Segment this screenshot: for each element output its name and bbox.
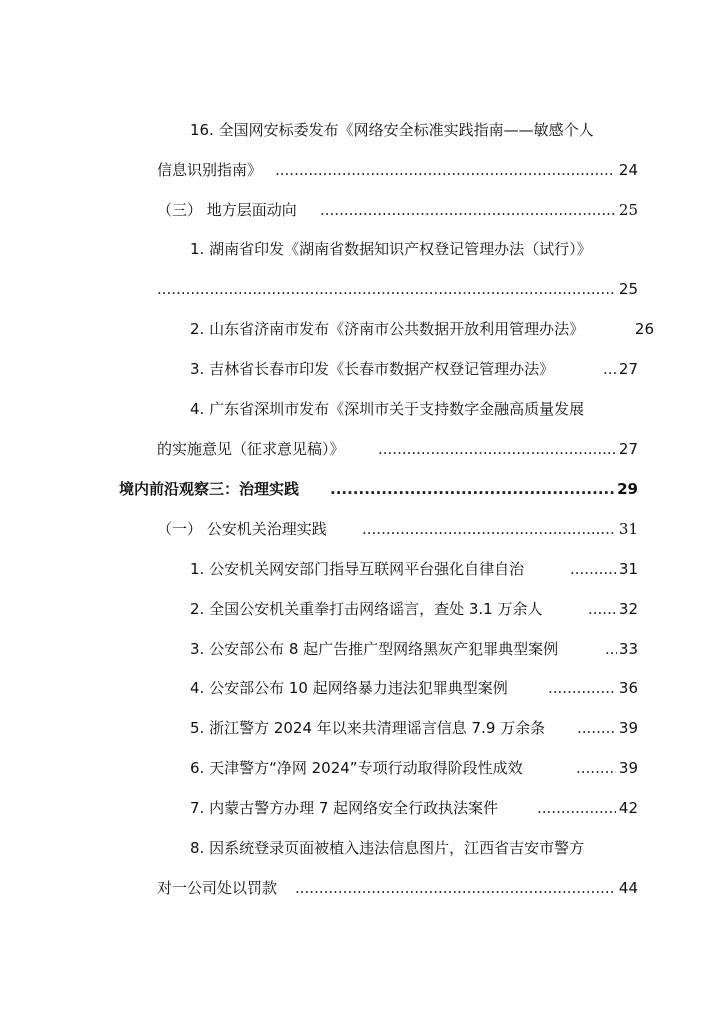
toc-entry-text: 的实施意见（征求意见稿）》 [157, 440, 345, 458]
toc-page-number: 36 [618, 679, 638, 697]
toc-entry-changchun[interactable] [0, 356, 724, 382]
toc-entry-text: 16. 全国网安标委发布《网络安全标准实践指南——敏感个人 [190, 121, 594, 139]
toc-leader-dots [588, 596, 616, 622]
toc-page-number: 33 [618, 640, 638, 658]
toc-entry-shenzhen-line2[interactable] [0, 436, 724, 462]
toc-page-number: 39 [618, 759, 638, 777]
toc-page-number: 32 [618, 600, 638, 618]
toc-page-number: 39 [618, 719, 638, 737]
toc-entry-police-3[interactable] [0, 636, 724, 662]
toc-entry-shenzhen-line1 [0, 396, 724, 422]
toc-entry-police-2[interactable] [0, 596, 724, 622]
toc-entry-police-4[interactable] [0, 675, 724, 701]
toc-entry-text: 2. 全国公安机关重拳打击网络谣言，查处 3.1 万余人 [190, 600, 543, 618]
toc-leader-dots [295, 875, 616, 901]
toc-leader-dots [603, 356, 617, 382]
toc-page-number: 24 [618, 161, 638, 179]
toc-entry-jinan[interactable] [0, 316, 724, 342]
toc-page-number: 31 [618, 520, 638, 538]
toc-entry-police-8-line2[interactable] [0, 875, 724, 901]
toc-leader-dots [157, 276, 615, 302]
toc-entry-text: 2. 山东省济南市发布《济南市公共数据开放利用管理办法》 [190, 320, 585, 338]
toc-entry-text: 5. 浙江警方 2024 年以来共清理谣言信息 7.9 万余条 [190, 719, 546, 737]
toc-page-number: 27 [618, 440, 638, 458]
toc-entry-text: 4. 广东省深圳市发布《深圳市关于支持数字金融高质量发展 [190, 400, 585, 418]
toc-chapter-governance[interactable] [0, 476, 724, 502]
toc-entry-text: 1. 公安机关网安部门指导互联网平台强化自律自治 [190, 560, 525, 578]
toc-entry-text: 3. 吉林省长春市印发《长春市数据产权登记管理办法》 [190, 360, 555, 378]
toc-chapter-text: 境内前沿观察三：治理实践 [119, 480, 300, 498]
toc-page-number: 42 [618, 799, 638, 817]
toc-entry-hunan-line1 [0, 236, 724, 262]
toc-section-text: （一） 公安机关治理实践 [157, 520, 327, 538]
toc-page-number: 26 [634, 320, 654, 338]
toc-section-local[interactable] [0, 197, 724, 223]
toc-entry-police-7[interactable] [0, 795, 724, 821]
toc-entry-text: 8. 因系统登录页面被植入违法信息图片，江西省吉安市警方 [190, 839, 585, 857]
toc-entry-text: 1. 湖南省印发《湖南省数据知识产权登记管理办法（试行）》 [190, 240, 592, 258]
toc-entry-text: 对一公司处以罚款 [157, 879, 278, 897]
toc-leader-dots [320, 197, 616, 223]
toc-leader-dots [570, 556, 616, 582]
toc-entry-16-line2[interactable] [0, 157, 724, 183]
toc-entry-police-1[interactable] [0, 556, 724, 582]
toc-page-number: 25 [618, 201, 638, 219]
toc-leader-dots [275, 157, 615, 183]
toc-leader-dots [576, 755, 616, 781]
toc-entry-text: 6. 天津警方“净网 2024”专项行动取得阶段性成效 [190, 759, 523, 777]
toc-entry-police-8-line1 [0, 835, 724, 861]
toc-leader-dots [537, 795, 616, 821]
toc-section-text: （三） 地方层面动向 [157, 201, 297, 219]
toc-leader-dots [605, 636, 617, 662]
toc-leader-dots [548, 675, 616, 701]
toc-entry-police-6[interactable] [0, 755, 724, 781]
toc-page-number: 25 [618, 280, 638, 298]
toc-entry-police-5[interactable] [0, 715, 724, 741]
toc-page-number: 44 [618, 879, 638, 897]
toc-leader-dots [362, 516, 616, 542]
toc-page-number: 29 [617, 480, 638, 498]
toc-entry-text: 信息识别指南》 [157, 161, 263, 179]
toc-entry-text: 4. 公安部公布 10 起网络暴力违法犯罪典型案例 [190, 679, 508, 697]
toc-leader-dots [378, 436, 616, 462]
toc-leader-dots [330, 476, 616, 502]
toc-page-number: 27 [618, 360, 638, 378]
toc-entry-text: 3. 公安部公布 8 起广告推广型网络黑灰产犯罪典型案例 [190, 640, 559, 658]
toc-entry-text: 7. 内蒙古警方办理 7 起网络安全行政执法案件 [190, 799, 499, 817]
toc-page-number: 31 [618, 560, 638, 578]
toc-entry-16-line1 [0, 117, 724, 143]
toc-entry-hunan-line2[interactable] [0, 276, 724, 302]
toc-section-police[interactable] [0, 516, 724, 542]
toc-leader-dots [577, 715, 616, 741]
